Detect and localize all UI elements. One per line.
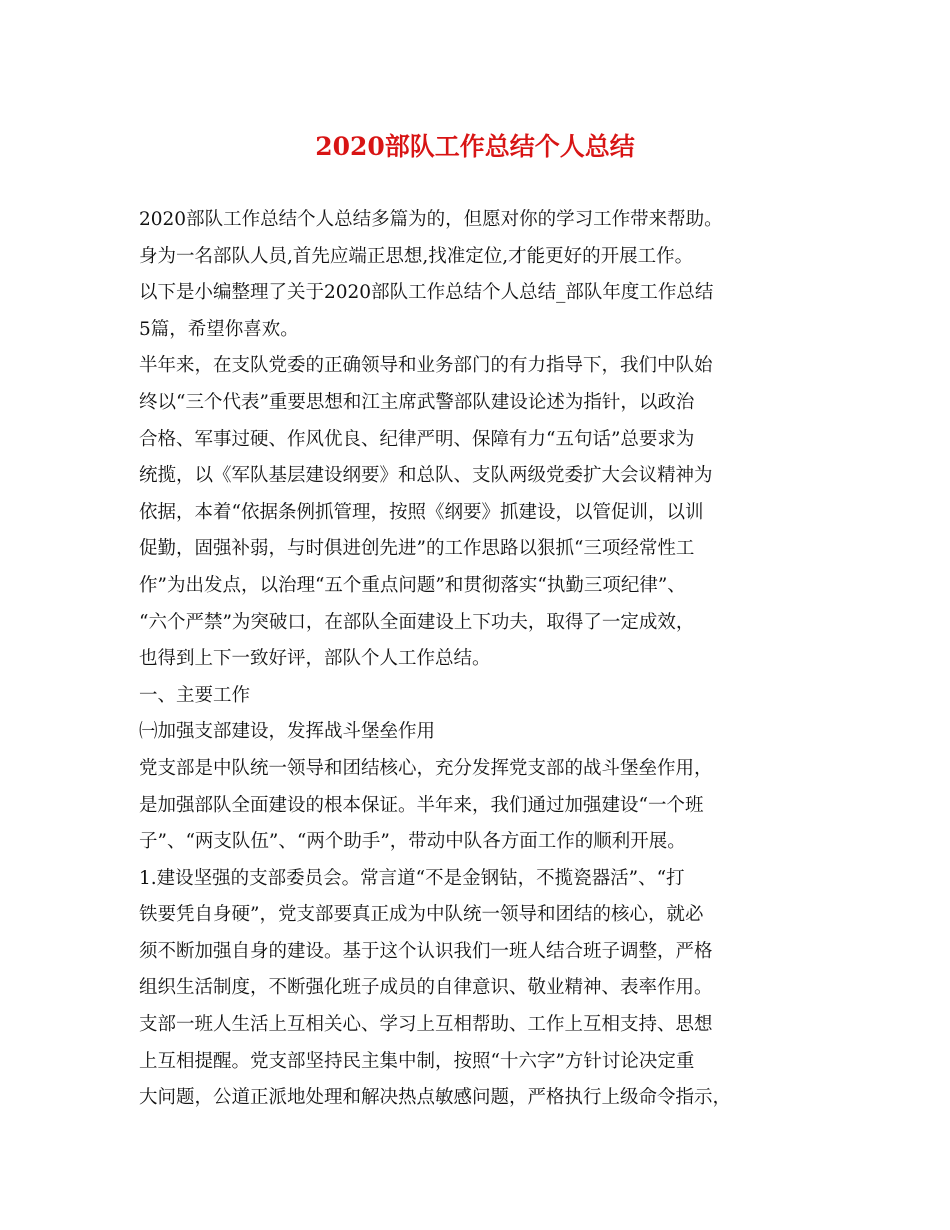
body-line: 促勤，固强补弱，与时俱进创先进”的工作思路以狠抓“三项经常性工	[139, 538, 695, 560]
body-line: 大问题，公道正派地处理和解决热点敏感问题，严格执行上级命令指示，	[139, 1087, 732, 1109]
body-line: 2020部队工作总结个人总结多篇为的，但愿对你的学习工作带来帮助。	[139, 209, 723, 230]
body-line: 上互相提醒。党支部坚持民主集中制，按照“十六字”方针讨论决定重	[139, 1050, 695, 1072]
body-line: 也得到上下一致好评，部队个人工作总结。	[139, 648, 491, 670]
body-line: 统揽，以《军队基层建设纲要》和总队、支队两级党委扩大会议精神为	[139, 465, 713, 487]
body-line: “六个严禁”为突破口，在部队全面建设上下功夫，取得了一定成效，	[139, 611, 695, 633]
body-line: 终以“三个代表”重要思想和江主席武警部队建设论述为指针，以政治	[139, 391, 695, 413]
body-line: 以下是小编整理了关于2020部队工作总结个人总结_部队年度工作总结	[139, 282, 714, 304]
body-line: 合格、军事过硬、作风优良、纪律严明、保障有力“五句话”总要求为	[139, 428, 695, 450]
body-line: 须不断加强自身的建设。基于这个认识我们一班人结合班子调整，严格	[139, 940, 713, 962]
body-line: 党支部是中队统一领导和团结核心，充分发挥党支部的战斗堡垒作用，	[139, 757, 713, 779]
body-line: 子”、“两支队伍”、“两个助手”，带动中队各方面工作的顺利开展。	[139, 831, 686, 853]
body-line: 组织生活制度，不断强化班子成员的自律意识、敬业精神、表率作用。	[139, 977, 713, 999]
body-line: 铁要凭自身硬”，党支部要真正成为中队统一领导和团结的核心，就必	[139, 904, 704, 926]
body-line: 是加强部队全面建设的根本保证。半年来，我们通过加强建设“一个班	[139, 794, 704, 816]
section-heading: 一、主要工作	[139, 684, 251, 706]
body-line: 身为一名部队人员,首先应端正思想,找准定位,才能更好的开展工作。	[139, 245, 694, 267]
document-body	[139, 202, 829, 1117]
body-line: 作”为出发点，以治理“五个重点问题”和贯彻落实“执勤三项纪律”、	[139, 574, 686, 596]
body-line: 1.建设坚强的支部委员会。常言道“不是金钢钻，不揽瓷器活”、“打	[139, 867, 685, 889]
body-line: 依据，本着“依据条例抓管理，按照《纲要》抓建设，以管促训，以训	[139, 501, 704, 523]
subsection-heading: ㈠加强支部建设，发挥战斗堡垒作用	[139, 721, 436, 743]
document-title: 2020部队工作总结个人总结	[315, 132, 635, 161]
body-line: 半年来，在支队党委的正确领导和业务部门的有力指导下，我们中队始	[139, 355, 713, 377]
body-line: 支部一班人生活上互相关心、学习上互相帮助、工作上互相支持、思想	[139, 1014, 713, 1036]
body-line: 5篇，希望你喜欢。	[139, 318, 299, 340]
